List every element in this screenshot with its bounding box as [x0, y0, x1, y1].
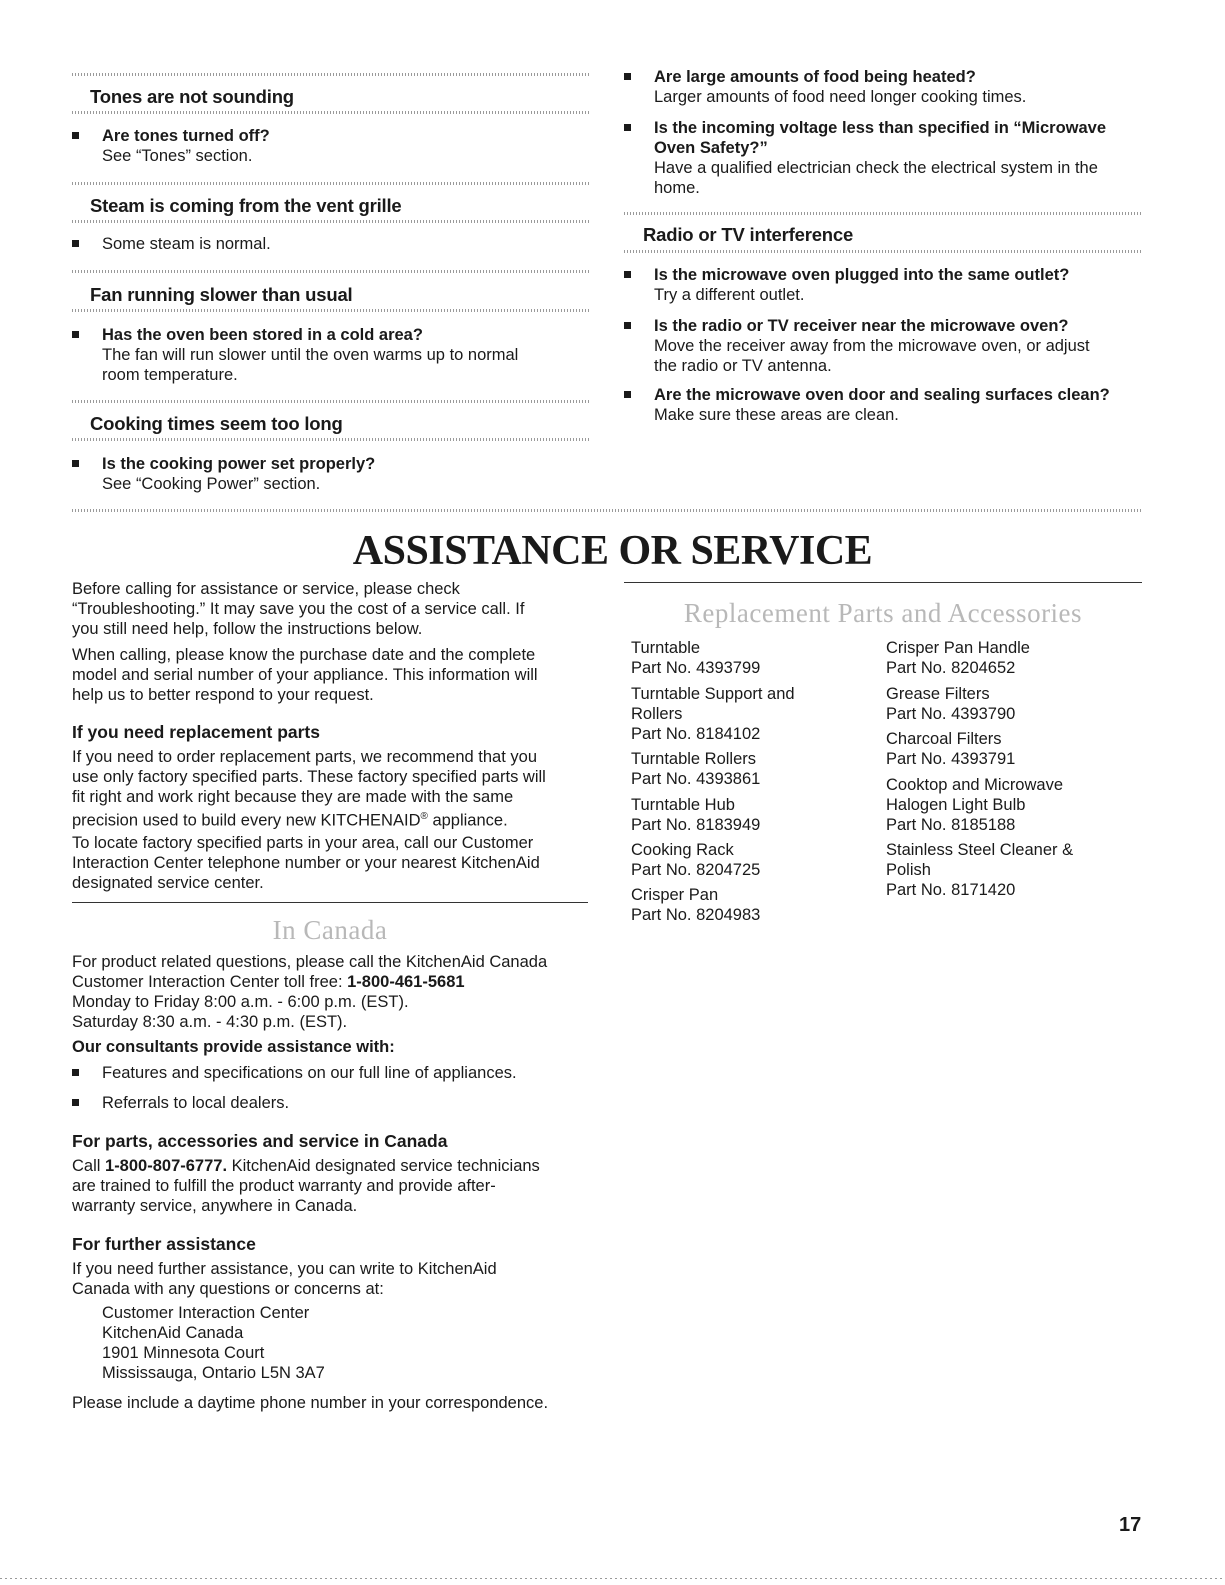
page-number: 17 [1119, 1514, 1142, 1536]
page-title: ASSISTANCE OR SERVICE [352, 528, 873, 574]
question-text: Is the incoming voltage less than specified in “Microwave [654, 119, 1107, 137]
bullet-icon [72, 1069, 79, 1076]
section-divider [72, 400, 590, 403]
bottom-edge [0, 1578, 1225, 1579]
further-assistance-paragraph: If you need further assistance, you can write to KitchenAid Canada with any questions or concerns at: [72, 1260, 497, 1298]
list-item [654, 385, 1154, 425]
part-entry: Charcoal Filters Part No. 4393791 [886, 730, 1016, 768]
bullet-icon [624, 271, 631, 278]
part-entry: Turntable Support and Rollers Part No. 8184102 [631, 685, 795, 743]
part-entry: Crisper Pan Handle Part No. 8204652 [886, 639, 1030, 677]
question-text: Is the microwave oven plugged into the same outlet? [654, 266, 1070, 284]
question-text: Oven Safety?” [654, 139, 768, 157]
answer-text: Move the receiver away from the microwave oven, or adjust [654, 337, 1090, 355]
part-entry: Turntable Part No. 4393799 [631, 639, 761, 677]
section-divider [72, 309, 590, 312]
answer-text: Make sure these areas are clean. [654, 406, 899, 424]
canada-phone: 1-800-461-5681 [347, 973, 465, 991]
further-assistance-heading: For further assistance [72, 1234, 256, 1254]
answer-text: Some steam is normal. [102, 235, 271, 253]
section-title-tones: Tones are not sounding [90, 86, 294, 107]
intro-paragraph: Before calling for assistance or service, please check “Troubleshooting.” It may save you the cost of a service call. If you still need help, follow the instructions below. [72, 580, 525, 638]
list-item [102, 1063, 602, 1083]
section-rule [72, 902, 588, 903]
answer-text: room temperature. [102, 366, 238, 384]
bullet-icon [624, 124, 631, 131]
canada-parts-paragraph: Call 1-800-807-6777. KitchenAid designated service technicians are trained to fulfill the product warranty and provide after- warranty service, anywhere in Canada. [72, 1157, 540, 1215]
closing-note: Please include a daytime phone number in your correspondence. [72, 1394, 549, 1412]
answer-text: See “Cooking Power” section. [102, 475, 321, 493]
list-item [654, 67, 1154, 107]
section-title-radio: Radio or TV interference [643, 224, 854, 245]
answer-text: home. [654, 179, 700, 197]
question-text: Are the microwave oven door and sealing surfaces clean? [654, 386, 1110, 404]
bullet-icon [72, 1099, 79, 1106]
question-text: Are large amounts of food being heated? [654, 68, 976, 86]
part-entry: Cooking Rack Part No. 8204725 [631, 841, 761, 879]
part-entry: Grease Filters Part No. 4393790 [886, 685, 1016, 723]
list-item [102, 126, 602, 166]
replacement-parts-heading: If you need replacement parts [72, 722, 320, 742]
mailing-address: Customer Interaction Center KitchenAid Canada 1901 Minnesota Court Mississauga, Ontario L5N 3A7 [102, 1304, 325, 1382]
list-item [102, 234, 602, 254]
bullet-icon [624, 391, 631, 398]
section-divider [72, 111, 590, 114]
answer-text: Have a qualified electrician check the electrical system in the [654, 159, 1098, 177]
part-entry: Turntable Rollers Part No. 4393861 [631, 750, 761, 788]
answer-text: Features and specifications on our full line of appliances. [102, 1064, 517, 1082]
list-item [654, 265, 1154, 305]
section-divider [72, 438, 590, 441]
list-item [102, 454, 602, 494]
bullet-icon [72, 240, 79, 247]
part-entry: Crisper Pan Part No. 8204983 [631, 886, 761, 924]
bullet-icon [72, 132, 79, 139]
replacement-paragraph: To locate factory specified parts in your area, call our Customer Interaction Center telephone number or your nearest KitchenAid designated service center. [72, 834, 540, 892]
section-divider [624, 212, 1142, 215]
answer-text: Try a different outlet. [654, 286, 805, 304]
bullet-icon [624, 73, 631, 80]
canada-paragraph: For product related questions, please call the KitchenAid Canada Customer Interaction Center toll free: 1-800-461-5681 Monday to Friday 8:00 a.m. - 6:00 p.m. (EST). Saturday 8:30 a.m. - 4:30 p.m. (EST). [72, 953, 548, 1031]
question-text: Are tones turned off? [102, 127, 270, 145]
answer-text: the radio or TV antenna. [654, 357, 832, 375]
page-divider [72, 509, 1142, 512]
list-item [654, 118, 1154, 198]
answer-text: Larger amounts of food need longer cooking times. [654, 88, 1027, 106]
question-text: Is the radio or TV receiver near the microwave oven? [654, 317, 1069, 335]
replacement-paragraph: If you need to order replacement parts, we recommend that you use only factory specified parts. These factory specified parts will fit right and work right because they are made with the same precision used to build every new KITCHENAID® appliance. [72, 748, 546, 830]
answer-text: The fan will run slower until the oven warms up to normal [102, 346, 519, 364]
canada-parts-heading: For parts, accessories and service in Canada [72, 1131, 448, 1151]
answer-text: See “Tones” section. [102, 147, 253, 165]
canada-parts-phone: 1-800-807-6777. [105, 1157, 228, 1175]
section-title-steam: Steam is coming from the vent grille [90, 195, 402, 216]
section-divider [72, 270, 590, 273]
section-divider [624, 250, 1142, 253]
question-text: Is the cooking power set properly? [102, 455, 376, 473]
canada-heading: In Canada [272, 915, 388, 945]
list-item [654, 316, 1154, 376]
section-divider [72, 220, 590, 223]
bullet-icon [624, 322, 631, 329]
bullet-icon [72, 331, 79, 338]
section-title-fan: Fan running slower than usual [90, 284, 353, 305]
intro-paragraph: When calling, please know the purchase date and the complete model and serial number of your appliance. This information will help us to better respond to your request. [72, 646, 538, 704]
part-entry: Turntable Hub Part No. 8183949 [631, 796, 761, 834]
part-entry: Cooktop and Microwave Halogen Light Bulb Part No. 8185188 [886, 776, 1064, 834]
section-title-cooking-times: Cooking times seem too long [90, 413, 343, 434]
parts-heading: Replacement Parts and Accessories [683, 598, 1083, 628]
section-divider [72, 182, 590, 185]
bullet-icon [72, 460, 79, 467]
list-item [102, 1093, 602, 1113]
consultants-heading: Our consultants provide assistance with: [72, 1038, 395, 1056]
question-text: Has the oven been stored in a cold area? [102, 326, 423, 344]
answer-text: Referrals to local dealers. [102, 1094, 290, 1112]
section-divider [72, 73, 590, 76]
list-item [102, 325, 602, 385]
part-entry: Stainless Steel Cleaner & Polish Part No. 8171420 [886, 841, 1074, 899]
section-rule [624, 582, 1142, 583]
